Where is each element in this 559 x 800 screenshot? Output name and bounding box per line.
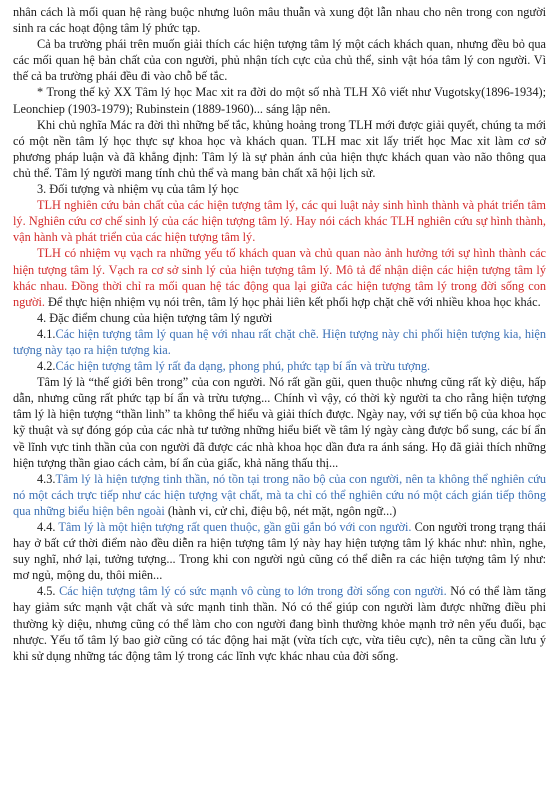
text-run: 4.4.: [37, 520, 59, 534]
text-run: Con người trong trạng thái hay ở bất cứ thời điểm nào đều diễn ra hiện tượng tâm lý này hay hiện tượng tâm lý khác như: nhìn, nghe, suy nghĩ, nhớ lại, tưởng tượng... Trong khi con người ngủ cũng có thể diễn ra các hiện tượng tâm lý như: mơ ngủ, mộng du, thôi miên...: [13, 520, 546, 583]
text-run: Tâm lý là một hiện tượng rất quen thuộc, gần gũi gắn bó với con người.: [58, 520, 412, 534]
text-run: Các hiện tượng tâm lý rất đa dạng, phong phú, phức tạp bí ẩn và trừu tượng.: [55, 359, 431, 374]
paragraph-p3: [13, 84, 546, 116]
paragraph-p4: [13, 117, 546, 181]
text-run: nhân cách là mối quan hệ ràng buộc nhưng luôn mâu thuẫn và xung đột lẫn nhau cho nên trong con người sinh ra các hoạt động tâm lý phức tạp.: [13, 5, 546, 36]
paragraph-p14: [13, 583, 546, 663]
text-run: 4. Đặc điểm chung của hiện tượng tâm lý người: [37, 310, 273, 325]
text-run: 3. Đối tượng và nhiệm vụ của tâm lý học: [37, 182, 239, 197]
text-run: Các hiện tượng tâm lý quan hệ với nhau rất chặt chẽ. Hiện tượng này chi phối hiện tượng kia, hiện tượng này tạo ra hiện tượng kia.: [13, 326, 546, 357]
text-run: Cả ba trường phái trên muốn giải thích các hiện tượng tâm lý một cách khách quan, nhưng đều bỏ qua các mối quan hệ bản chất của con người, phủ nhận tích cực của chủ thể, sinh vật hóa tâm lý con người. Vì thế cả ba trường phái đều đi vào chỗ bế tắc.: [13, 37, 546, 84]
paragraph-p12: [13, 471, 546, 519]
text-run: Tâm lý là hiện tượng tinh thần, nó tồn tại trong não bộ của con người, nên ta không thể nghiên cứu nó một cách trực tiếp như các hiện tượng vật chất, mà ta chỉ có thể nghiên cứu nó một cách gián tiếp thông qua những biểu hiện bên ngoài: [13, 471, 546, 518]
paragraph-p1: [13, 4, 546, 36]
text-run: 4.5.: [37, 584, 60, 599]
paragraph-p6: [13, 197, 546, 245]
paragraph-p8: [13, 310, 546, 326]
paragraph-p7: [13, 245, 546, 309]
paragraph-p2: [13, 36, 546, 84]
text-run: TLH nghiên cứu bản chất của các hiện tượng tâm lý, các qui luật nảy sinh hình thành và phát triển tâm lý. Nghiên cứu cơ chế sinh lý của các hiện tượng tâm lý. Hay nói cách khác TLH nghiên cứu sự hình thành, vận hành và phát triển của các hiện tượng tâm lý.: [13, 198, 546, 245]
text-run: Khi chủ nghĩa Mác ra đời thì những bế tắc, khủng hoảng trong TLH mới được giải quyết, chúng ta mới có một nền tâm lý học thực sự khoa học và khách quan. TLH mac xit lấy triết học Mac xit làm cơ sở phương pháp luận và đã khẳng định: Tâm lý là sự phản ánh của hiện thực khách quan vào não thông qua chủ thể. Tâm lý người mang tính chủ thể và mang bản chất xã hội lịch sử.: [13, 117, 546, 180]
text-run: Nó có thể làm tăng hay giảm sức mạnh vật chất và sức mạnh tinh thần. Nó có thể giúp con người làm được những điều phi thường kỳ diệu, nhưng cũng có thể làm cho con người đang bình thường khỏe mạnh trở nên yếu đuối, bạc nhược. Yếu tố tâm lý bao giờ cũng có tác động hai mặt (vừa tích cực, vừa tiêu cực), nên ta cũng cần lưu ý khi sử dụng những tác động tâm lý trong các lĩnh vực khác nhau của đời sống.: [13, 584, 547, 663]
text-run: TLH có nhiệm vụ vạch ra những yếu tố khách quan và chủ quan nào ảnh hưởng tới sự hình thành các hiện tượng tâm lý. Vạch ra cơ sở sinh lý của hiện tượng tâm lý. Mô tả để nhận diện các hiện tượng tâm lý khác nhau. Đồng thời chỉ ra mối quan hệ tác động qua lại giữa các hiện tượng tâm lý trong đời sống con người.: [13, 246, 546, 309]
text-run: Để thực hiện nhiệm vụ nói trên, tâm lý học phải liên kết phối hợp chặt chẽ với nhiều khoa học khác.: [44, 294, 541, 309]
text-run: (hành vi, cử chỉ, điệu bộ, nét mặt, ngôn ngữ...): [164, 503, 397, 518]
paragraph-p11: [13, 374, 546, 471]
text-run: 4.1.: [37, 326, 56, 341]
paragraph-p9: [13, 326, 546, 358]
paragraph-p13: [13, 519, 546, 583]
text-run: Tâm lý là “thế giới bên trong” của con người. Nó rất gần gũi, quen thuộc nhưng cũng rất kỳ diệu, hấp dẫn, nhưng cũng rất phức tạp bí ẩn và trừu tượng... Chính vì vậy, có thời kỳ người ta cho rằng hiện tượng tâm lý là hiện tượng “thần linh” ta không thể hiểu và giải thích được. Ngày nay, với sự tiến bộ của khoa học kỹ thuật và sự đóng góp của các nhà tư tưởng những hiểu biết về tâm lý ngày càng được bổ sung, các bí ẩn về lĩnh vực tinh thần của con người đã được các nhà khoa học dần đưa ra ánh sáng. Họ đã giải thích những hiện tượng thần giao cách cảm, bí ẩn của giấc, khả năng thấu thị...: [13, 375, 546, 470]
text-run: 4.2.: [37, 359, 56, 374]
text-run: * Trong thế kỷ XX Tâm lý học Mac xit ra đời do một số nhà TLH Xô viết như Vugotsky(1896-1934); Leonchiep (1903-1979); Rubinstein (1889-1960)... sáng lập nên.: [13, 85, 546, 116]
paragraph-p5: [13, 181, 546, 197]
text-run: 4.3.: [37, 471, 56, 486]
paragraph-p10: [13, 358, 546, 374]
text-run: Các hiện tượng tâm lý có sức mạnh vô cùng to lớn trong đời sống con người.: [59, 584, 447, 599]
